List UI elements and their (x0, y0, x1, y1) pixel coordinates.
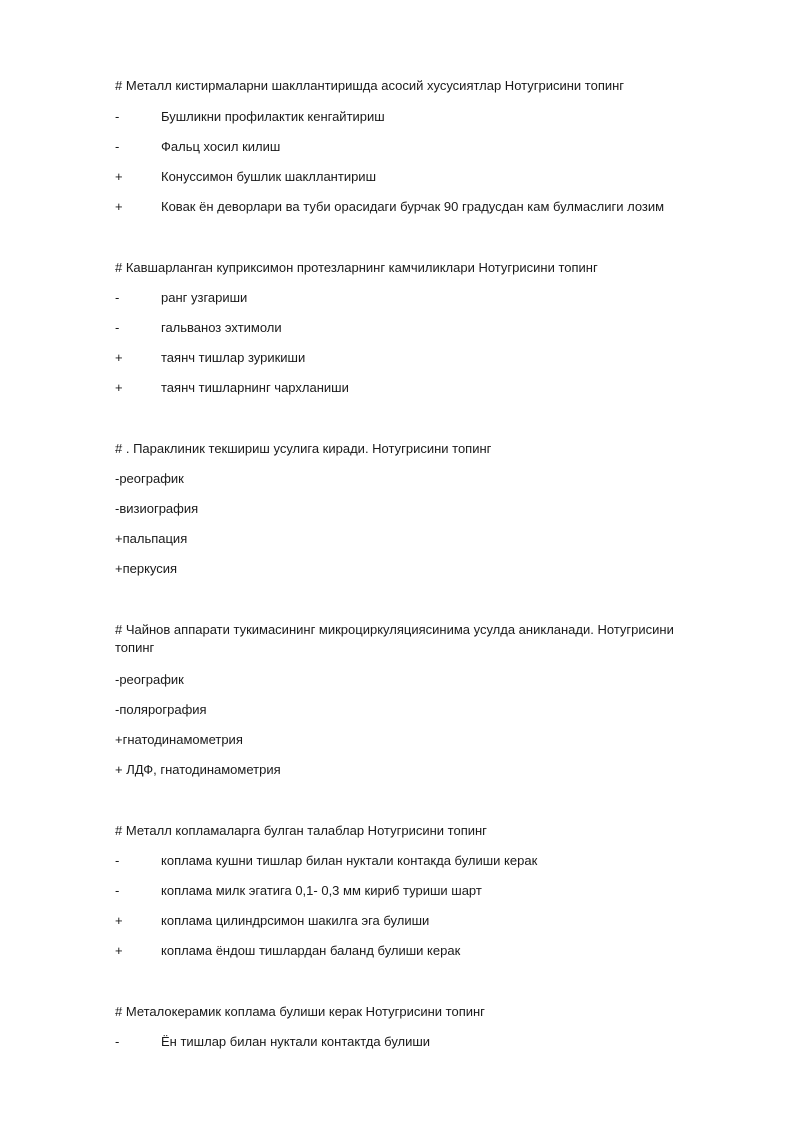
option-text: ранг узгариши (161, 290, 248, 305)
option-mark: - (115, 883, 120, 898)
question-3-option-3: +пальпация (115, 531, 188, 546)
question-3-text: # . Параклиник текшириш усулига киради. Нотугрисини топинг (115, 441, 492, 456)
question-5-text: # Металл копламаларга булган талаблар Нотугрисини топинг (115, 823, 487, 838)
question-4-option-3: +гнатодинамометрия (115, 732, 243, 747)
option-text: таянч тишларнинг чархланиши (161, 380, 349, 395)
option-mark: - (115, 1034, 120, 1049)
option-text: Фальц хосил килиш (161, 139, 281, 154)
question-2-text: # Кавшарланган куприксимон протезларнинг камчиликлари Нотугрисини топинг (115, 260, 598, 275)
option-mark: + (115, 943, 123, 958)
option-text: гальваноз эхтимоли (161, 320, 282, 335)
question-4-option-1: -реографик (115, 672, 184, 687)
option-mark: - (115, 290, 120, 305)
question-3-option-1: -реографик (115, 471, 184, 486)
question-3-option-2: -визиография (115, 501, 199, 516)
option-mark: + (115, 199, 123, 214)
option-mark: - (115, 853, 120, 868)
option-text: Бушликни профилактик кенгайтириш (161, 109, 385, 124)
option-mark: - (115, 320, 120, 335)
option-text: коплама милк эгатига 0,1- 0,3 мм кириб туриши шарт (161, 883, 482, 898)
option-mark: + (115, 913, 123, 928)
question-1-text: # Металл кистирмаларни шакллантиришда асосий хусусиятлар Нотугрисини топинг (115, 78, 625, 93)
option-text: коплама цилиндрсимон шакилга эга булиши (161, 913, 430, 928)
option-text: Конуссимон бушлик шакллантириш (161, 169, 377, 184)
question-4-option-2: -полярография (115, 702, 207, 717)
option-text: таянч тишлар зурикиши (161, 350, 306, 365)
option-text: Ён тишлар билан нуктали контактда булиши (161, 1034, 431, 1049)
question-4-option-4: + ЛДФ, гнатодинамометрия (115, 762, 281, 777)
question-6-text: # Металокерамик коплама булиши керак Нотугрисини топинг (115, 1004, 485, 1019)
option-mark: + (115, 169, 123, 184)
option-mark: + (115, 350, 123, 365)
option-mark: - (115, 109, 120, 124)
question-3-option-4: +перкусия (115, 561, 178, 576)
option-mark: - (115, 139, 120, 154)
option-text: коплама кушни тишлар билан нуктали контакда булиши керак (161, 853, 538, 868)
option-text: коплама ёндош тишлардан баланд булиши керак (161, 943, 461, 958)
option-text: Ковак ён деворлари ва туби орасидаги бурчак 90 градусдан кам булмаслиги лозим (161, 199, 665, 214)
option-mark: + (115, 380, 123, 395)
question-4-text: # Чайнов аппарати тукимасининг микроциркуляциясинима усулда аникланади. Нотугрисини топинг (115, 622, 674, 655)
